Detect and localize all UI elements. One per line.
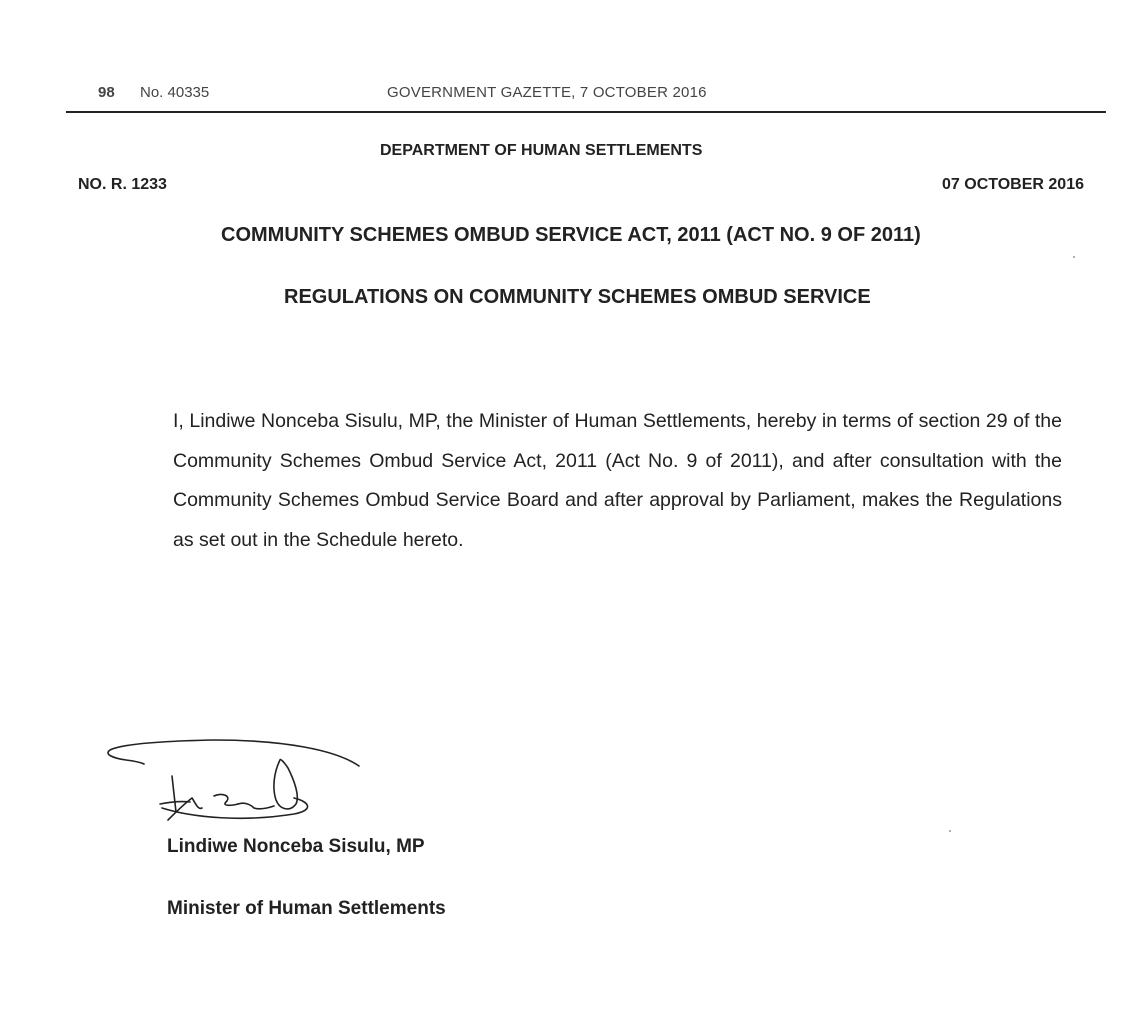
gazette-title: GOVERNMENT GAZETTE, 7 OCTOBER 2016 <box>387 84 707 101</box>
scan-speck <box>949 830 951 832</box>
signatory-name: Lindiwe Nonceba Sisulu, MP <box>167 836 425 857</box>
scan-speck <box>1073 256 1075 258</box>
department-heading: DEPARTMENT OF HUMAN SETTLEMENTS <box>380 142 703 159</box>
notice-number: NO. R. 1233 <box>78 176 167 193</box>
notice-body-paragraph: I, Lindiwe Nonceba Sisulu, MP, the Minister of Human Settlements, hereby in terms of section 29 of the Community Schemes Ombud Service Act, 2011 (Act No. 9 of 2011), and after consultation with the Community Schemes Ombud Service Board and after approval by Parliament, makes the Regulations as set out in the Schedule hereto. <box>173 410 1062 551</box>
regulations-title: REGULATIONS ON COMMUNITY SCHEMES OMBUD SERVICE <box>284 286 871 308</box>
notice-date: 07 OCTOBER 2016 <box>942 176 1084 193</box>
header-divider <box>66 111 1106 113</box>
handwritten-signature <box>104 732 364 832</box>
signatory-title: Minister of Human Settlements <box>167 898 446 919</box>
gazette-number: No. 40335 <box>140 84 210 101</box>
page-number: 98 <box>98 84 115 101</box>
act-title: COMMUNITY SCHEMES OMBUD SERVICE ACT, 2011 (ACT NO. 9 OF 2011) <box>221 224 921 246</box>
